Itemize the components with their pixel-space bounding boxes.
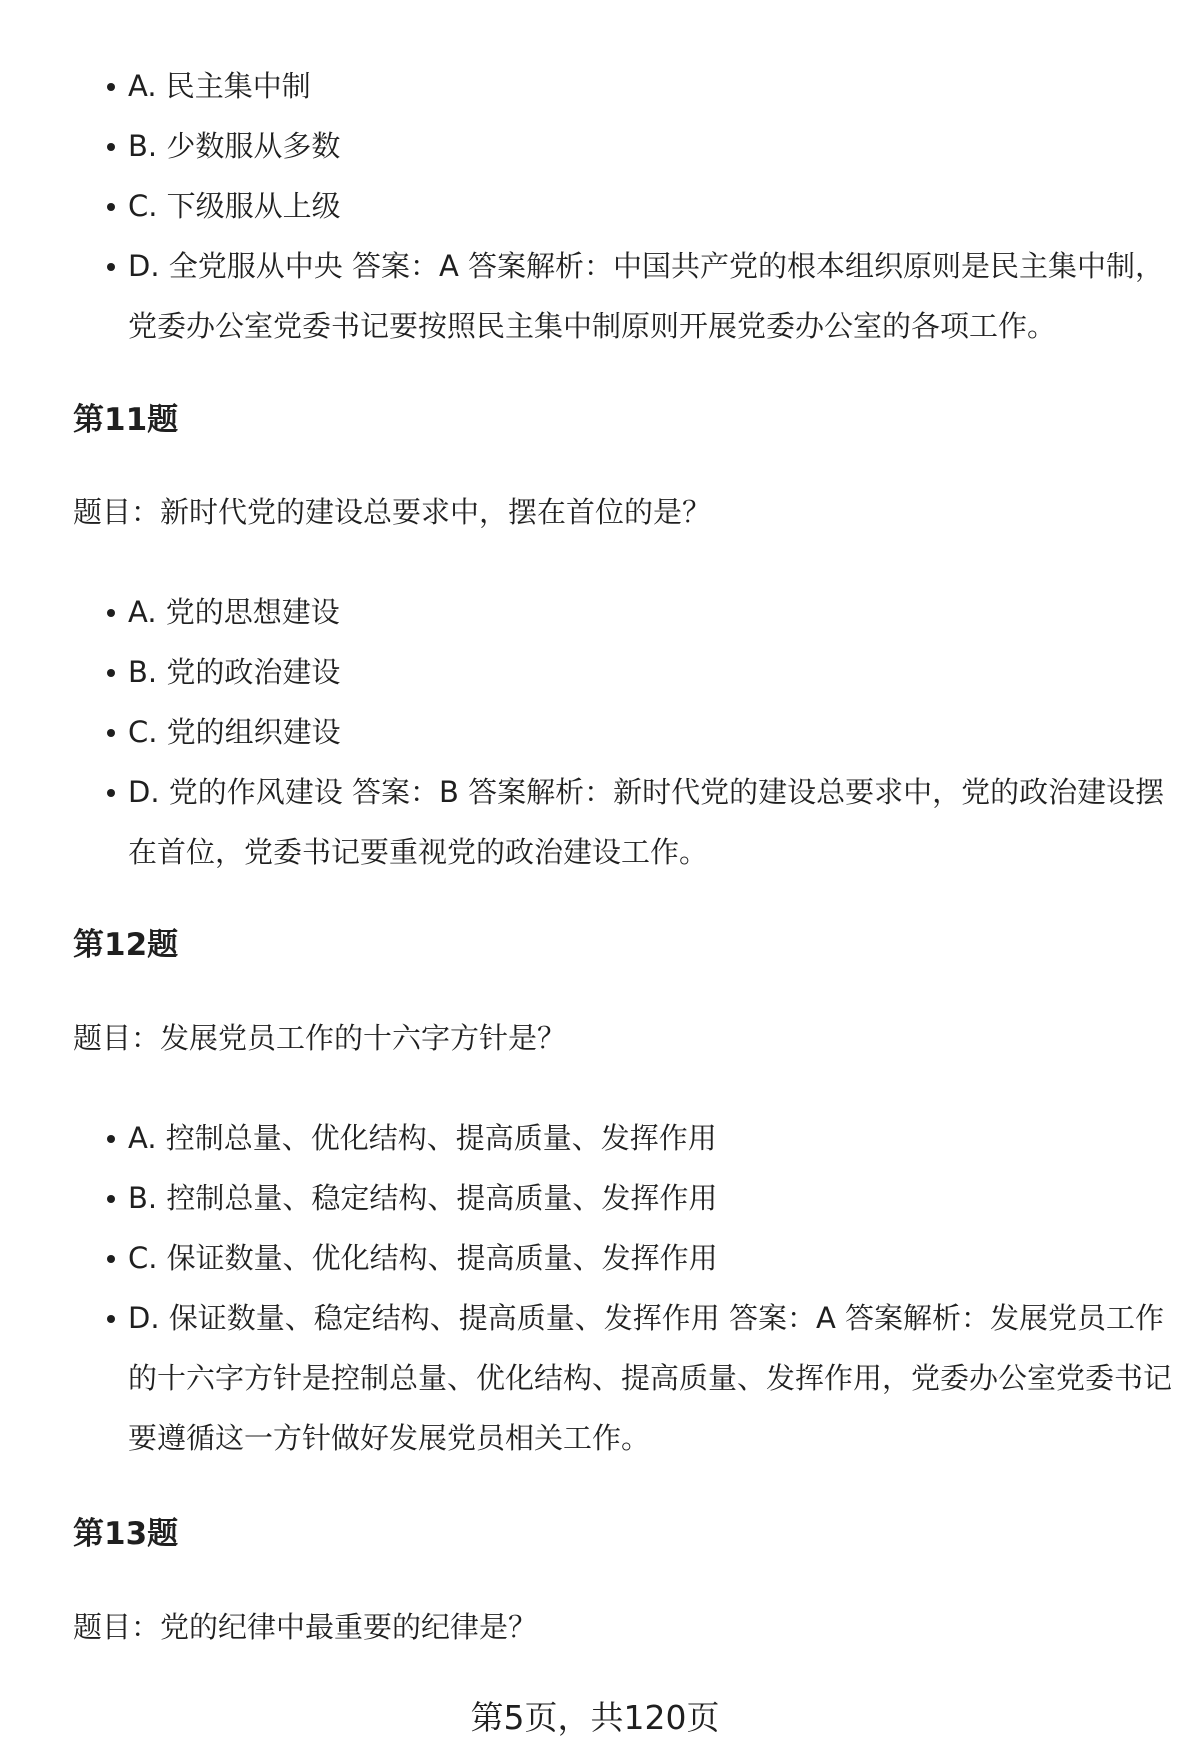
option-a: A. 党的思想建设 bbox=[73, 582, 1173, 642]
option-a: A. 控制总量、优化结构、提高质量、发挥作用 bbox=[73, 1108, 1173, 1168]
option-b: B. 控制总量、稳定结构、提高质量、发挥作用 bbox=[73, 1168, 1173, 1228]
option-c: C. 保证数量、优化结构、提高质量、发挥作用 bbox=[73, 1228, 1173, 1288]
option-b: B. 党的政治建设 bbox=[73, 642, 1173, 702]
question-11-text: 题目：新时代党的建设总要求中，摆在首位的是？ bbox=[73, 495, 712, 529]
question-12-options bbox=[73, 1108, 1173, 1468]
option-c: C. 党的组织建设 bbox=[73, 702, 1173, 762]
question-12-text: 题目：发展党员工作的十六字方针是？ bbox=[73, 1021, 567, 1055]
option-c: C. 下级服从上级 bbox=[73, 176, 1173, 236]
question-10-options bbox=[73, 56, 1173, 356]
question-11-title: 第11题 bbox=[73, 402, 179, 438]
question-12-title: 第12题 bbox=[73, 927, 179, 963]
question-13-title: 第13题 bbox=[73, 1516, 179, 1552]
option-a: A. 民主集中制 bbox=[73, 56, 1173, 116]
question-13-text: 题目：党的纪律中最重要的纪律是？ bbox=[73, 1610, 538, 1644]
option-d-with-answer: D. 全党服从中央 答案：A 答案解析：中国共产党的根本组织原则是民主集中制，党委办公室党委书记要按照民主集中制原则开展党委办公室的各项工作。 bbox=[73, 236, 1173, 356]
option-d-with-answer: D. 党的作风建设 答案：B 答案解析：新时代党的建设总要求中，党的政治建设摆在首位，党委书记要重视党的政治建设工作。 bbox=[73, 762, 1173, 882]
page-number-footer: 第5页，共120页 bbox=[470, 1698, 720, 1737]
option-d-with-answer: D. 保证数量、稳定结构、提高质量、发挥作用 答案：A 答案解析：发展党员工作的十六字方针是控制总量、优化结构、提高质量、发挥作用，党委办公室党委书记要遵循这一方针做好发展党员相关工作。 bbox=[73, 1288, 1173, 1468]
option-b: B. 少数服从多数 bbox=[73, 116, 1173, 176]
question-11-options bbox=[73, 582, 1173, 882]
